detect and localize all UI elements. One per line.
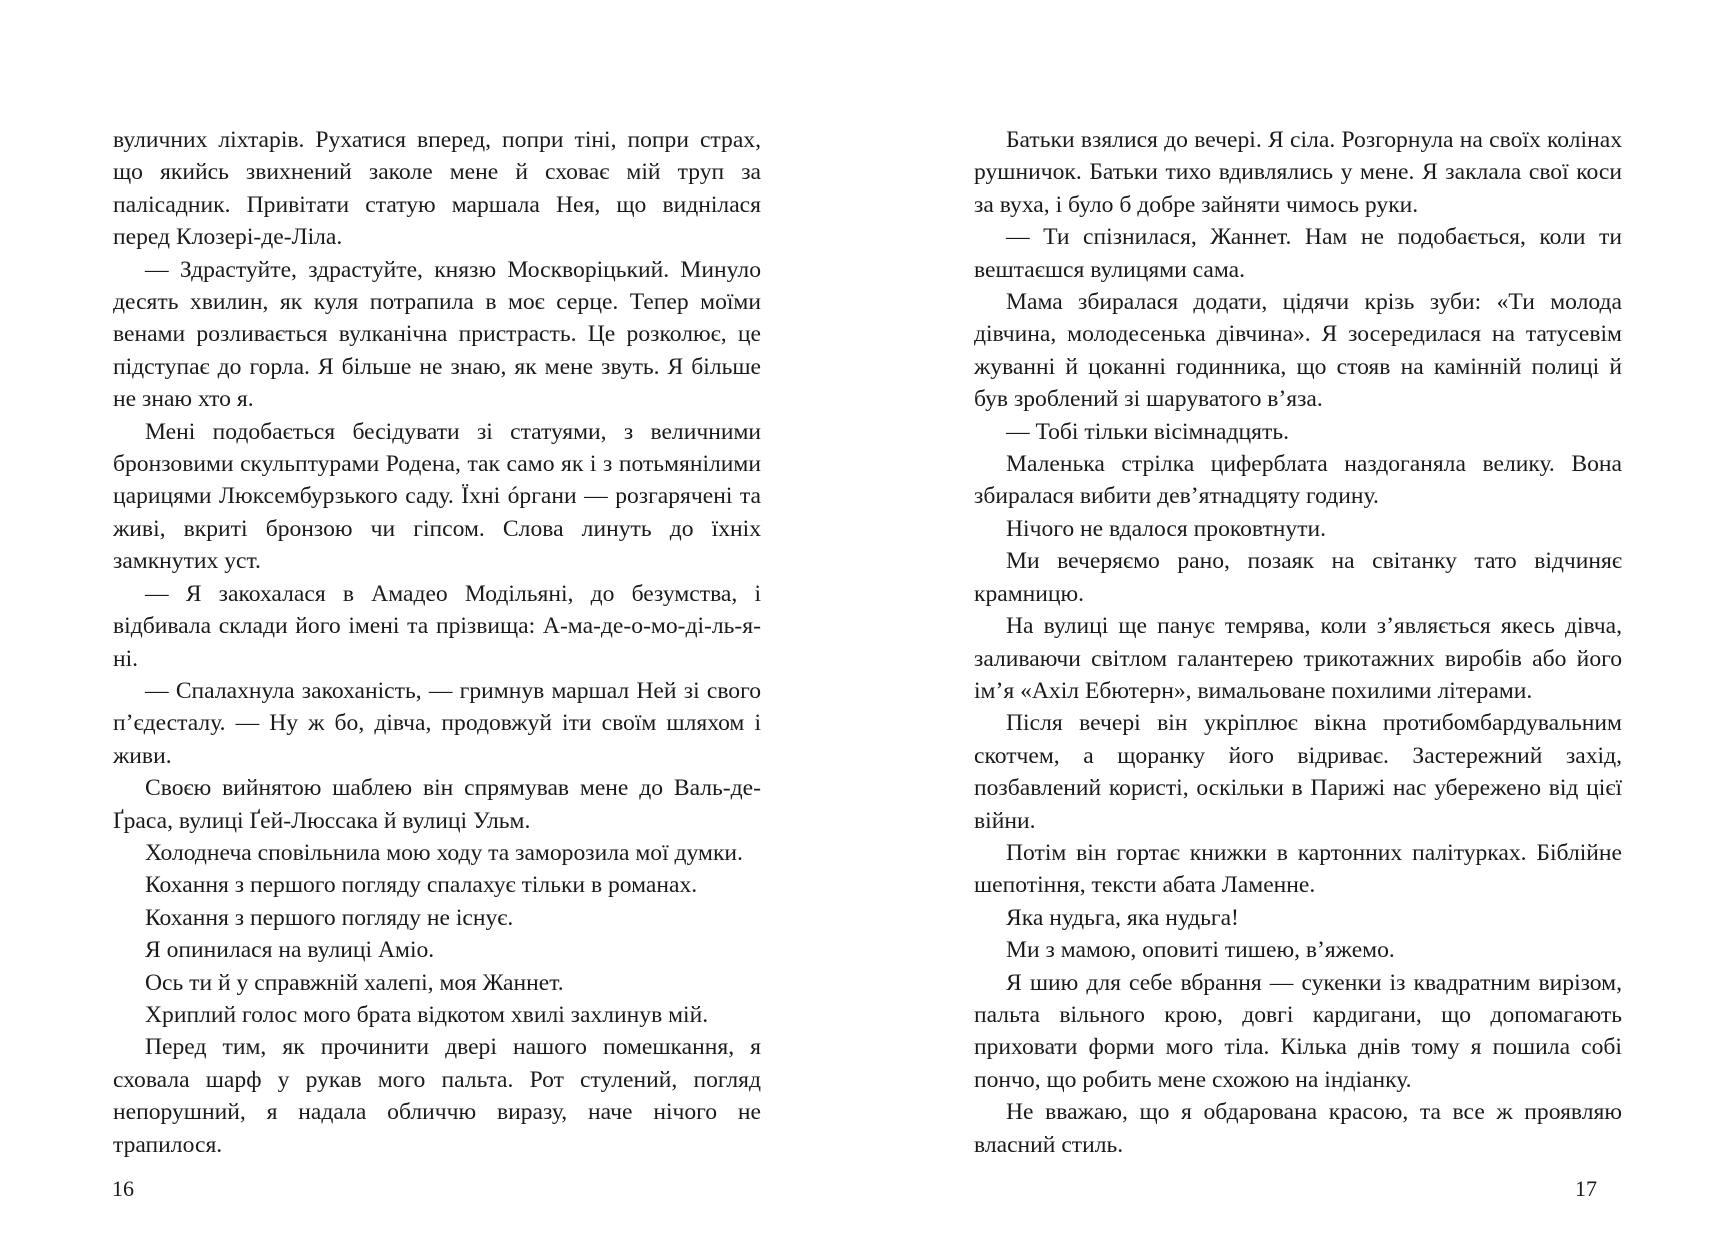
paragraph: Холоднеча сповільнила мою ходу та заморозила мої думки.	[145, 839, 743, 866]
paragraph: Своєю вийнятою шаблею він спрямував мене до Валь-де-Ґраса, вулиці Ґей-Люссака й вулиці Ульм.	[113, 775, 761, 834]
paragraph: Не вважаю, що я обдарована красою, та все ж проявляю власний стиль.	[974, 1099, 1622, 1158]
page-number-left: 16	[112, 1176, 134, 1201]
paragraph: — Спалахнула закоханість, — гримнув маршал Ней зі свого п’єдесталу. — Ну ж бо, дівча, продовжуй іти своїм шляхом і живи.	[113, 677, 761, 769]
paragraph: Після вечері він укріплює вікна протибомбардувальним скотчем, а щоранку його відриває. Застережний захід, позбавлений користі, оскільки в Парижі нас убережено від цієї війни.	[974, 710, 1622, 834]
paragraph: Ось ти й у справжній халепі, моя Жаннет.	[145, 969, 564, 996]
paragraph: Перед тим, як прочинити двері нашого помешкання, я сховала шарф у рукав мого пальта. Рот стулений, погляд непорушний, я надала обличчю виразу, наче нічого не трапилося.	[113, 1034, 761, 1158]
paragraph: Ми з мамою, оповиті тишею, в’яжемо.	[1006, 937, 1395, 964]
right-page	[857, 0, 1713, 1258]
paragraph: — Тобі тільки вісімнадцять.	[1006, 418, 1289, 445]
paragraph: Мама збиралася додати, цідячи крізь зуби: «Ти молода дівчина, молодесенька дівчина». Я зосередилася на татусевім жуванні й цоканні годинника, що стояв на камінній полиці й був зроблений зі шаруватого в’яза.	[974, 289, 1622, 413]
paragraph: Хриплий голос мого брата відкотом хвилі захлинув мій.	[145, 1001, 709, 1028]
paragraph: Яка нудьга, яка нудьга!	[1006, 904, 1239, 931]
paragraph: Потім він гортає книжки в картонних палітурках. Біблійне шепотіння, тексти абата Ламенне.	[974, 839, 1622, 899]
paragraph: вуличних ліхтарів. Рухатися вперед, попри тіні, попри страх, що якийсь звихнений заколе мене й сховає мій труп за палісадник. Привітати статую маршала Нея, що виднілася перед Клозері-де-Ліла.	[113, 127, 761, 251]
paragraph: Я шию для себе вбрання — сукенки із квадратним вирізом, пальта вільного крою, довгі кардигани, що допомагають приховати форми мого тіла. Кілька днів тому я пошила собі пончо, що робить мене схожою на індіанку.	[974, 969, 1622, 1093]
paragraph: Мені подобається бесідувати зі статуями, з величними бронзовими скульптурами Родена, так само як і з потьмянілими царицями Люксембурзького саду. Їхні óргани — розгарячені та живі, вкриті бронзою чи гіпсом. Слова линуть до їхніх замкнутих уст.	[113, 418, 761, 575]
left-page-text	[113, 124, 761, 1161]
paragraph: Ми вечеряємо рано, позаяк на світанку тато відчиняє крамницю.	[974, 548, 1622, 607]
paragraph: Кохання з першого погляду спалахує тільки в романах.	[145, 872, 698, 899]
paragraph: — Здрастуйте, здрастуйте, князю Москворіцький. Минуло десять хвилин, як куля потрапила в моє серце. Тепер моїми венами розливається вулканічна пристрасть. Це розколює, це підступає до горла. Я більше не знаю, як мене звуть. Я більше не знаю хто я.	[113, 256, 761, 413]
paragraph: — Ти спізнилася, Жаннет. Нам не подобається, коли ти вештаєшся вулицями сама.	[974, 224, 1622, 283]
paragraph: Нічого не вдалося проковтнути.	[1006, 515, 1327, 542]
paragraph: Я опинилася на вулиці Аміо.	[145, 937, 435, 964]
right-page-text	[974, 124, 1622, 1161]
paragraph: — Я закохалася в Амадео Модільяні, до безумства, і відбивала склади його імені та прізвища: А-ма-де-о-мо-ді-ль-я-ні.	[113, 580, 761, 672]
paragraph: Батьки взялися до вечері. Я сіла. Розгорнула на своїх колінах рушничок. Батьки тихо вдивлялись у мене. Я заклала свої коси за вуха, і було б добре зайняти чимось руки.	[974, 127, 1622, 218]
paragraph: Кохання з першого погляду не існує.	[145, 904, 514, 931]
paragraph: Маленька стрілка циферблата наздоганяла велику. Вона збиралася вибити дев’ятнадцяту годину.	[974, 451, 1622, 510]
page-number-right: 17	[1575, 1176, 1597, 1201]
paragraph: На вулиці ще панує темрява, коли з’являється якесь дівча, заливаючи світлом галантерею трикотажних виробів або його ім’я «Ахіл Ебютерн», вимальоване похилими літерами.	[974, 613, 1622, 704]
left-page	[0, 0, 856, 1258]
